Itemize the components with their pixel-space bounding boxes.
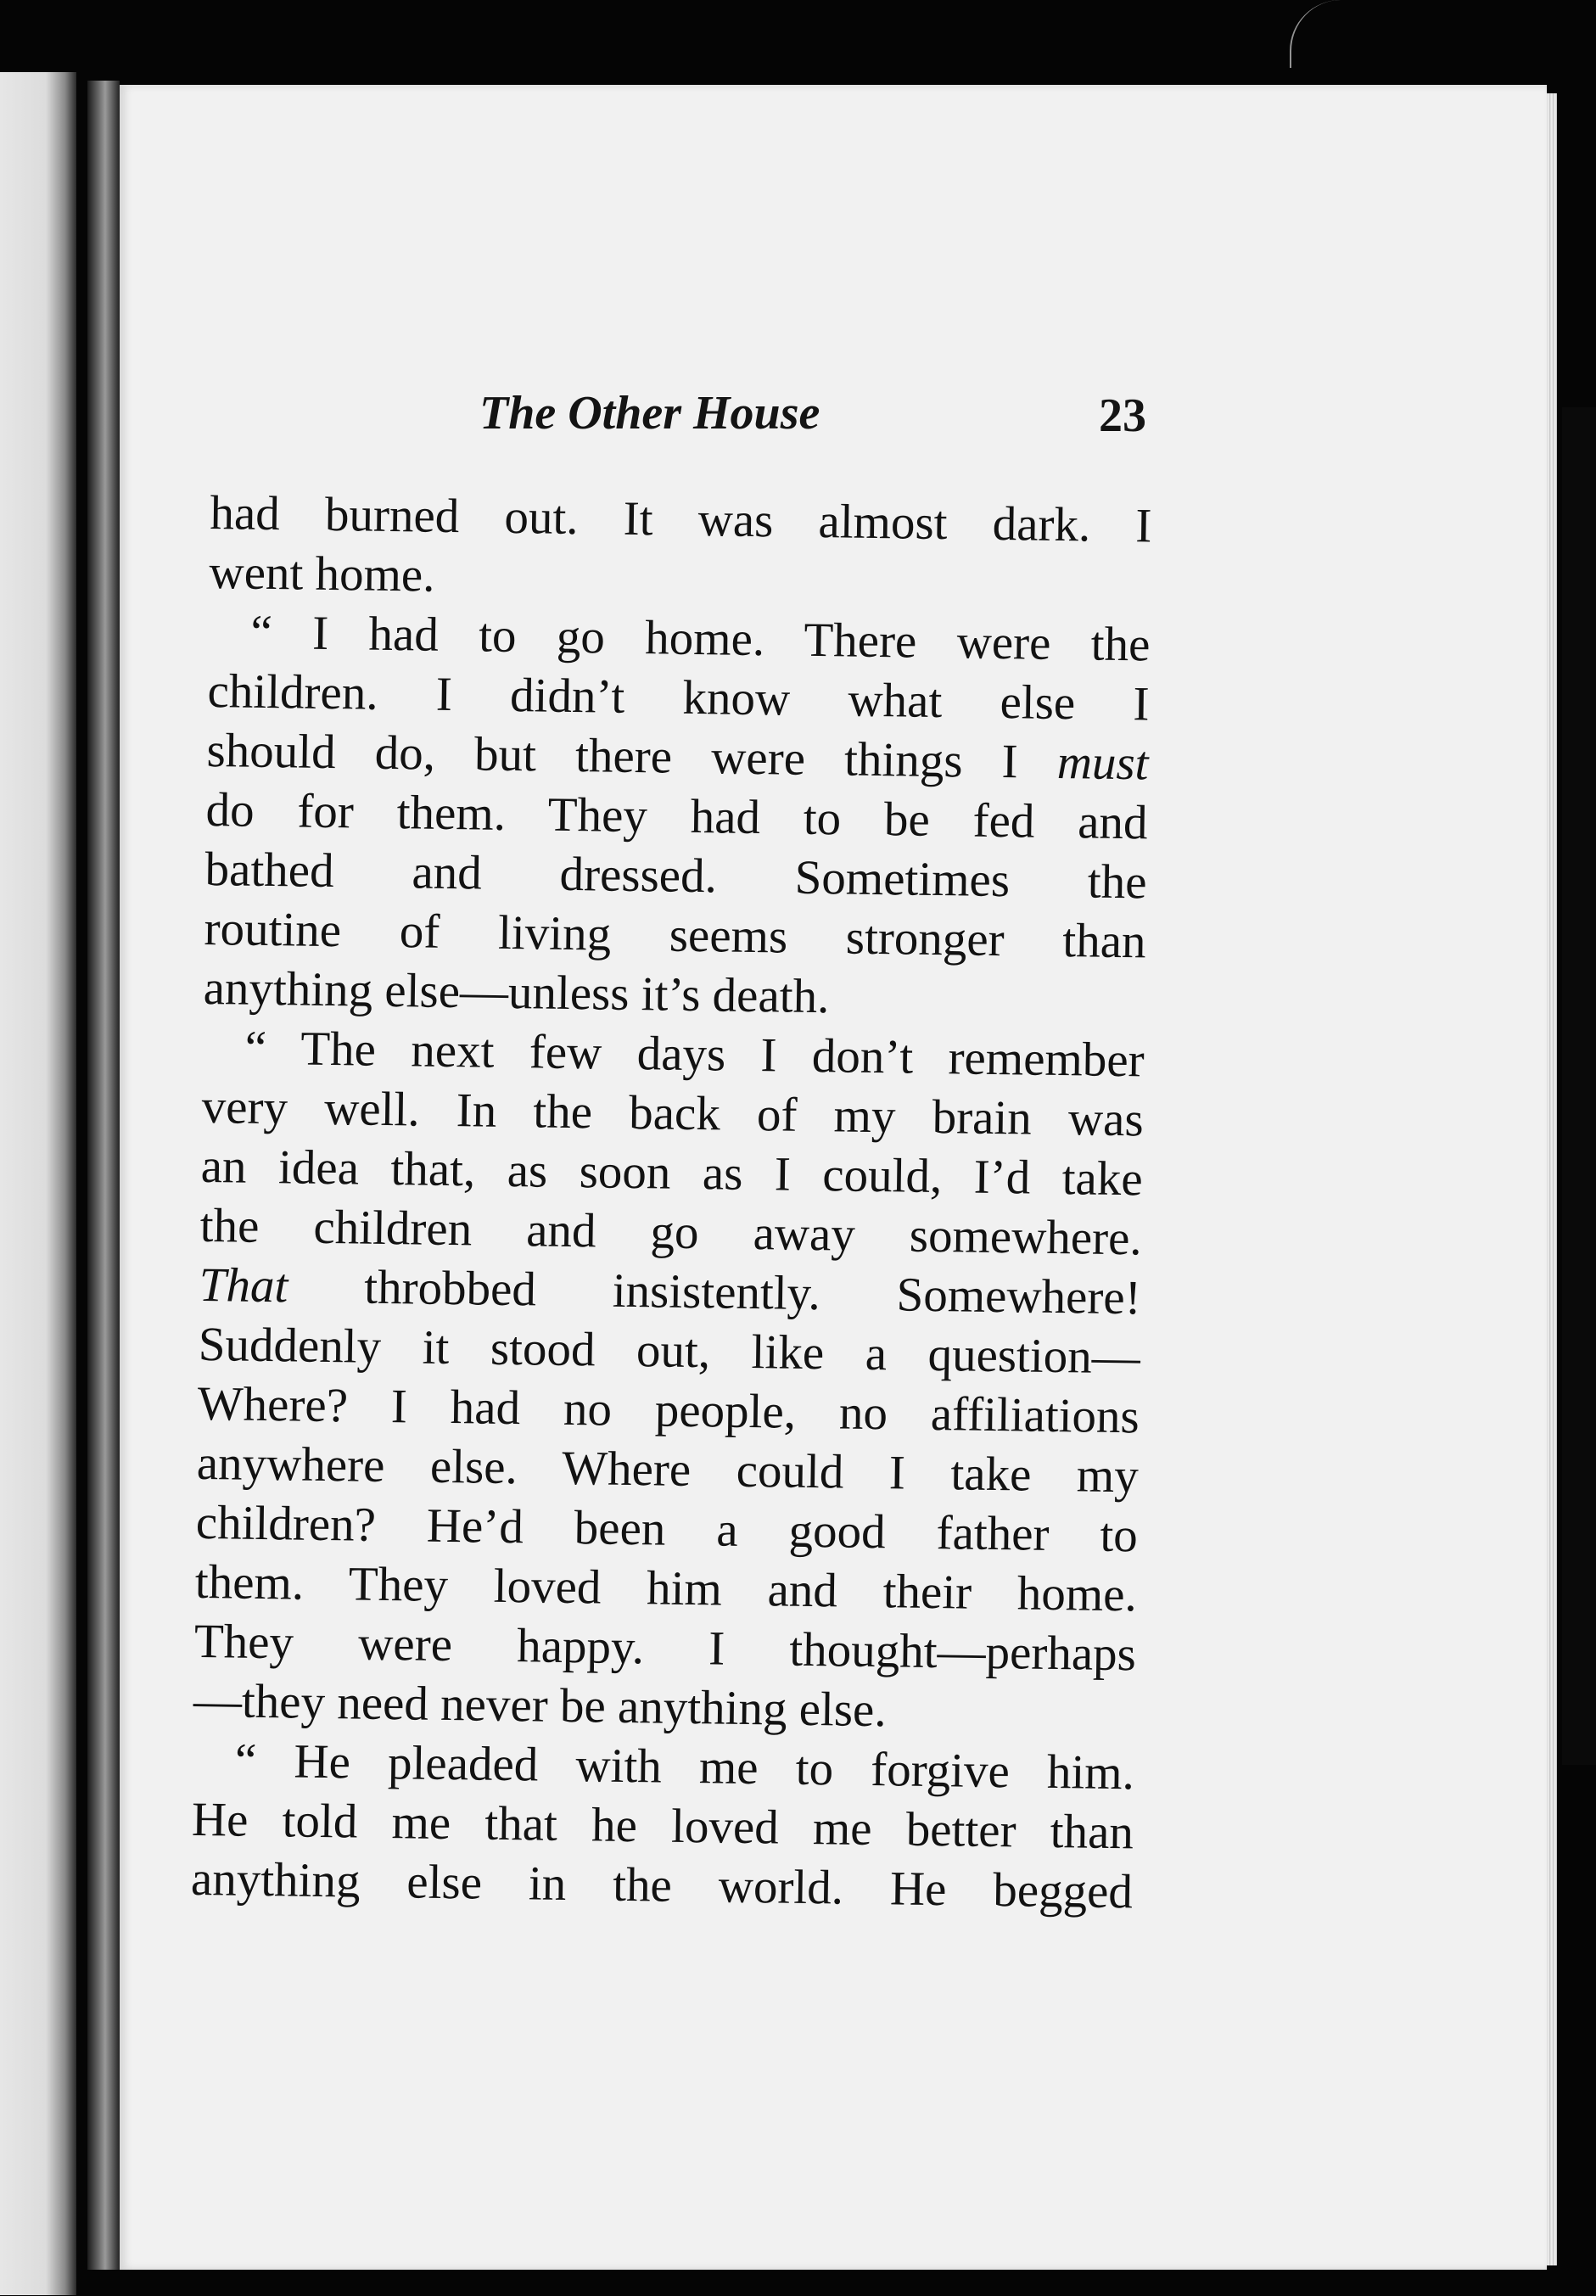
body-text: [191, 484, 1152, 1922]
text-line: anything else—unless it’s death.: [203, 960, 830, 1024]
text-line: anywhere else. Where could I take my: [196, 1436, 1140, 1504]
text-line: routine of living seems stronger than: [204, 901, 1147, 969]
text-line: “ The next few days I don’t remember: [244, 1021, 1145, 1088]
text-line: That throbbed insistently. Somewhere!: [199, 1257, 1142, 1325]
text-line: do for them. They had to be fed and: [205, 782, 1148, 850]
text-line: They were happy. I thought—perhaps: [193, 1614, 1137, 1682]
facing-page-edge: [0, 72, 76, 2295]
text-line: —they need never be anything else.: [193, 1673, 888, 1738]
text-line: anything else in the world. He begged: [190, 1851, 1134, 1919]
text-line: the children and go away somewhere.: [199, 1198, 1143, 1266]
text-line: “ He pleaded with me to forgive him.: [234, 1733, 1135, 1800]
text-line: “ I had to go home. There were the: [250, 605, 1151, 672]
running-head: The Other House: [479, 387, 820, 440]
text-line: Suddenly it stood out, like a question—: [198, 1317, 1141, 1385]
page-fore-edge: [1547, 93, 1557, 2265]
text-line: them. They loved him and their home.: [194, 1554, 1138, 1622]
text-line: should do, but there were things I must: [206, 723, 1149, 791]
text-line: had burned out. It was almost dark. I: [210, 485, 1152, 553]
text-line: children? He’d been a good father to: [195, 1495, 1139, 1563]
text-line: an idea that, as soon as I could, I’d take: [200, 1139, 1144, 1207]
text-line: Where? I had no people, no affiliations: [197, 1376, 1140, 1444]
page-number: 23: [1099, 389, 1146, 442]
page-curl: [1290, 0, 1393, 68]
text-line: He told me that he loved me better than: [191, 1792, 1134, 1860]
text-line: very well. In the back of my brain was: [201, 1079, 1145, 1147]
text-line: children. I didn’t know what else I: [207, 664, 1150, 731]
background-strip: [1562, 407, 1596, 1765]
text-line: bathed and dressed. Sometimes the: [204, 842, 1147, 910]
text-line: went home.: [209, 545, 435, 602]
book-spine: [87, 81, 120, 2270]
